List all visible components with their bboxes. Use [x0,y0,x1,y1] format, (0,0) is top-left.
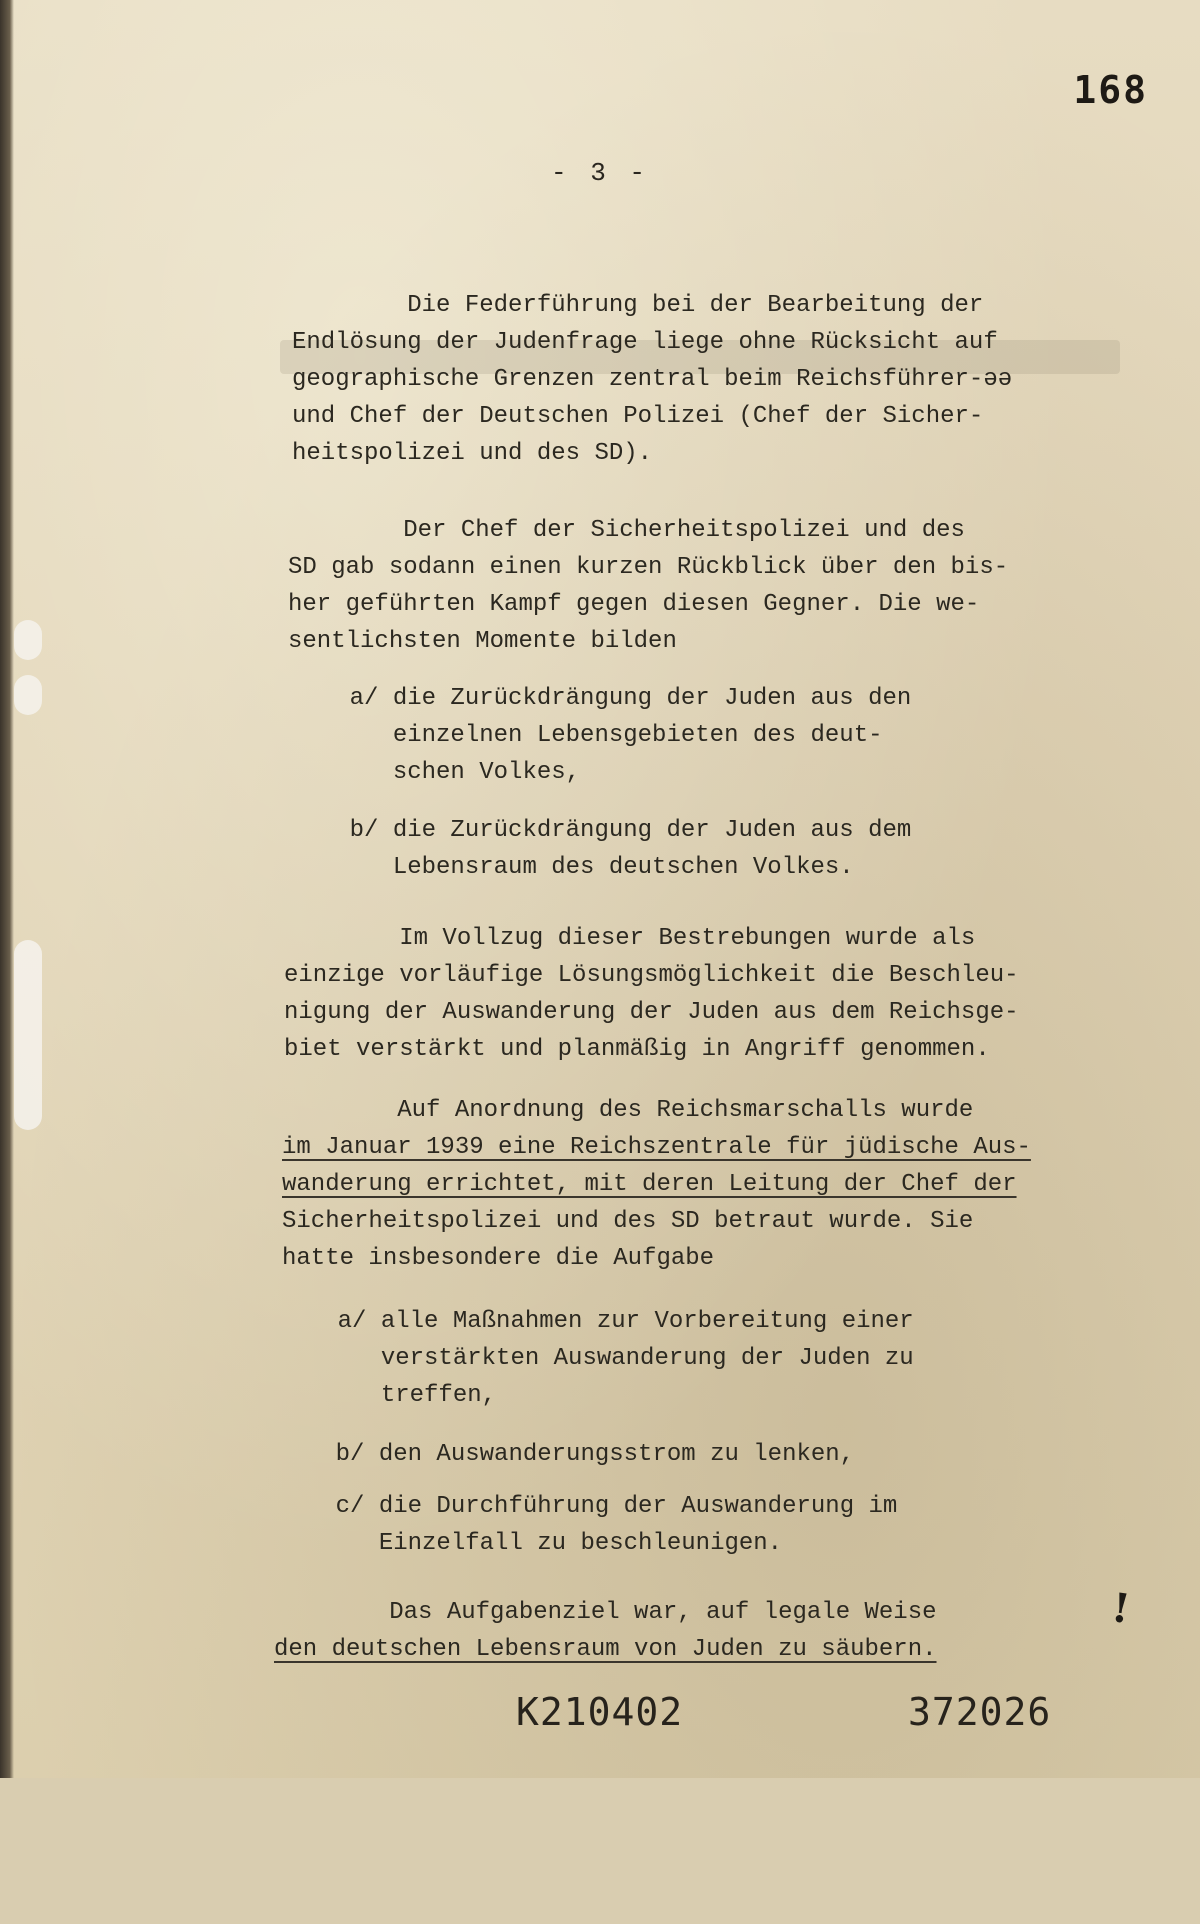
text-line: einzelnen Lebensgebieten des deut- [292,722,883,749]
text-line: treffen, [280,1382,497,1409]
text-line: Endlösung der Judenfrage liege ohne Rücksicht auf [292,329,998,356]
text-line: einzige vorläufige Lösungsmöglichkeit die Beschleu- [284,962,1019,989]
text-line: sentlichsten Momente bilden [288,628,677,655]
text-line: her geführten Kampf gegen diesen Gegner. Die we- [288,591,980,618]
text-line: den deutschen Lebensraum von Juden zu säubern. [274,1636,937,1663]
text-line: Auf Anordnung des Reichsmarschalls wurde [282,1097,974,1124]
text-line: Die Federführung bei der Bearbeitung der [292,292,984,319]
text-line: biet verstärkt und planmäßig in Angriff genommen. [284,1036,990,1063]
text-line: und Chef der Deutschen Polizei (Chef der Sicher- [292,403,984,430]
page-number: 168 [1073,68,1148,112]
text-line: verstärkten Auswanderung der Juden zu [280,1345,914,1372]
text-line: Einzelfall zu beschleunigen. [278,1530,783,1557]
margin-mark: ! [1108,1584,1133,1633]
text-line: im Januar 1939 eine Reichszentrale für jüdische Aus- [282,1134,1031,1161]
text-line: Sicherheitspolizei und des SD betraut wurde. Sie [282,1208,974,1235]
text-line: SD gab sodann einen kurzen Rückblick über den bis- [288,554,1009,581]
text-line: Das Aufgabenziel war, auf legale Weise [274,1599,937,1626]
text-line: geographische Grenzen zentral beim Reichsführer-ǝǝ [292,366,1013,393]
text-line: nigung der Auswanderung der Juden aus dem Reichsge- [284,999,1019,1026]
text-line: b/ die Zurückdrängung der Juden aus dem [292,817,912,844]
text-line: schen Volkes, [292,759,581,786]
text-line: Lebensraum des deutschen Volkes. [292,854,854,881]
text-line: Der Chef der Sicherheitspolizei und des [288,517,965,544]
text-line: a/ alle Maßnahmen zur Vorbereitung einer [280,1308,914,1335]
text-line: a/ die Zurückdrängung der Juden aus den [292,685,912,712]
text-line: Im Vollzug dieser Bestrebungen wurde als [284,925,976,952]
text-line: c/ die Durchführung der Auswanderung im [278,1493,898,1520]
text-line: hatte insbesondere die Aufgabe [282,1245,715,1272]
page-header: - 3 - [550,158,649,188]
text-line: heitspolizei und des SD). [292,440,653,467]
document-code-right: 372026 [908,1690,1052,1734]
document-code-left: K210402 [516,1690,684,1734]
text-line: wanderung errichtet, mit deren Leitung der Chef der [282,1171,1017,1198]
text-line: b/ den Auswanderungsstrom zu lenken, [278,1441,855,1468]
